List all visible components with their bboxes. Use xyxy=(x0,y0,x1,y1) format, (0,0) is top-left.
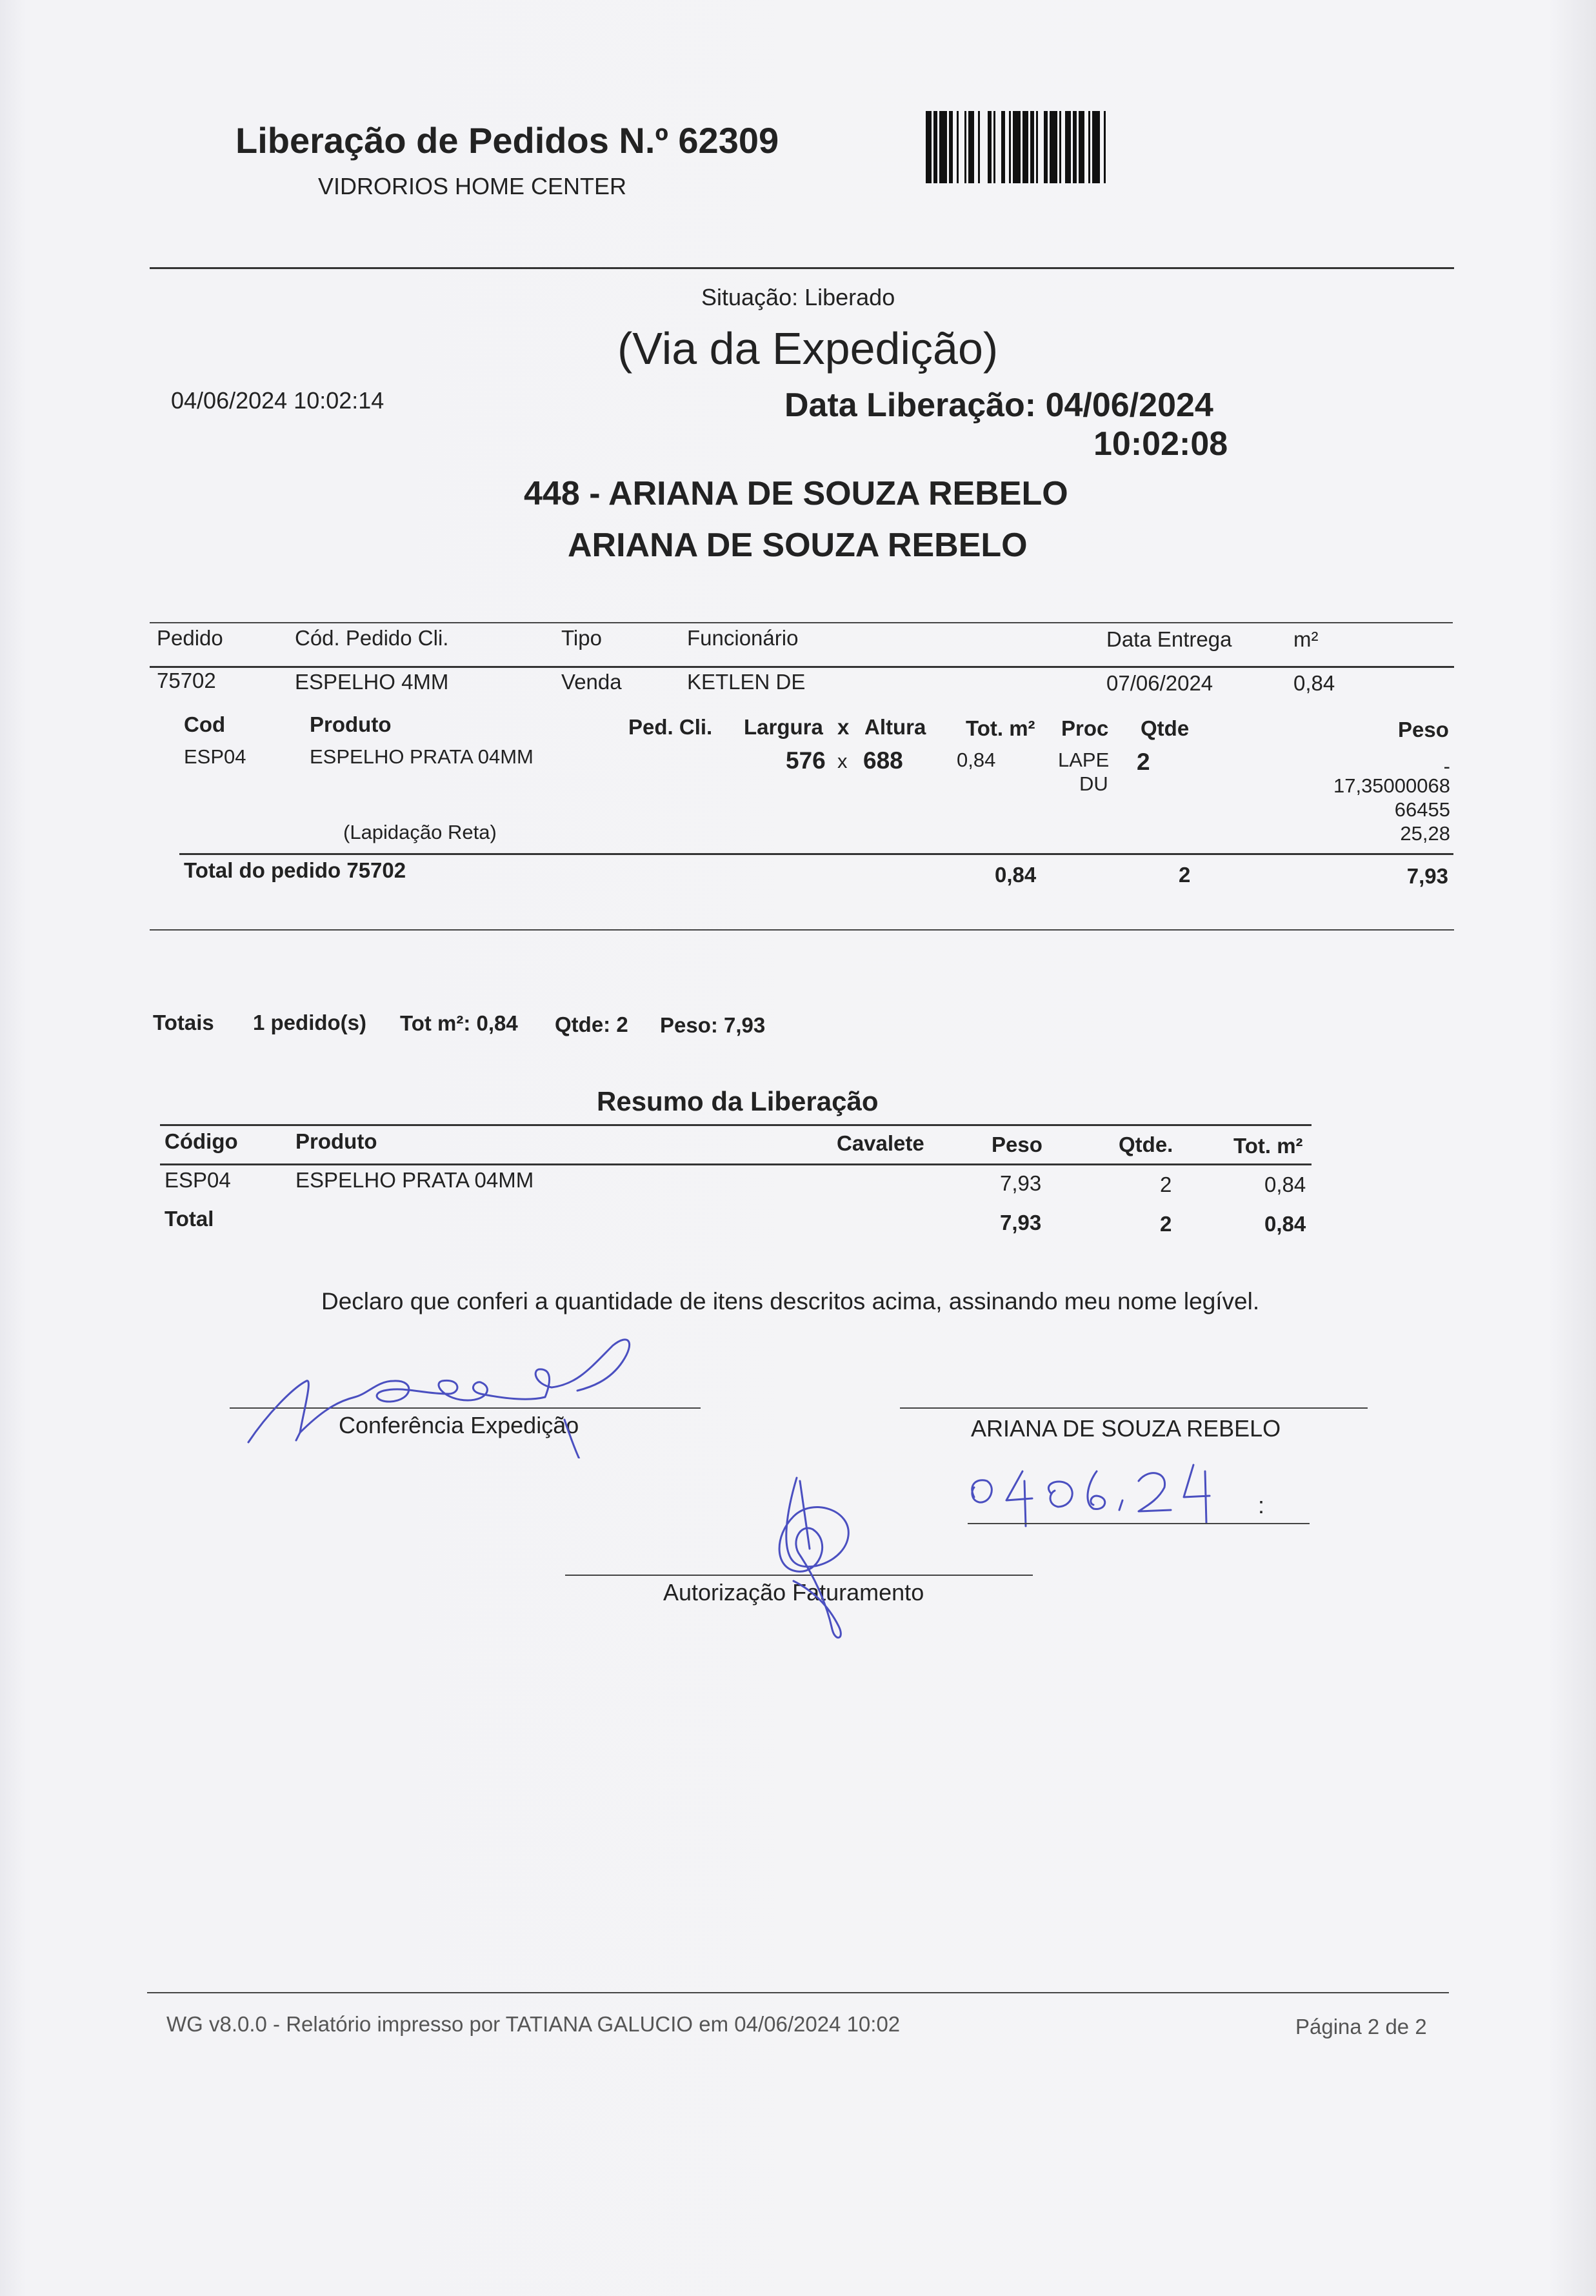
barcode-bar xyxy=(1030,111,1034,183)
barcode-bar xyxy=(1088,111,1090,183)
resumo-total-tot-m2: 0,84 xyxy=(1264,1212,1306,1236)
resumo-col-peso: Peso xyxy=(992,1133,1042,1156)
resumo-row-peso: 7,93 xyxy=(1000,1171,1042,1195)
order-header-divider xyxy=(150,666,1454,668)
totais-peso: Peso: 7,93 xyxy=(660,1013,766,1037)
client-code-name: 448 - ARIANA DE SOUZA REBELO xyxy=(524,475,1068,512)
items-col-cod: Cod xyxy=(184,712,226,736)
totais-m2: Tot m²: 0,84 xyxy=(400,1011,518,1035)
order-table-top-border xyxy=(150,622,1453,623)
conferencia-label: Conferência Expedição xyxy=(339,1412,579,1438)
col-pedido: Pedido xyxy=(157,626,223,650)
resumo-row-tot-m2: 0,84 xyxy=(1264,1173,1306,1196)
items-col-produto: Produto xyxy=(310,712,392,736)
barcode-bar xyxy=(988,111,992,183)
barcode-bar xyxy=(1092,111,1100,183)
data-liberacao: Data Liberação: 04/06/2024 xyxy=(784,387,1213,424)
resumo-row-qtde: 2 xyxy=(1160,1173,1172,1196)
barcode xyxy=(926,111,1155,185)
barcode-bar xyxy=(1013,111,1021,183)
client-name: ARIANA DE SOUZA REBELO xyxy=(568,527,1028,564)
items-col-largura: Largura xyxy=(744,715,823,739)
order-tipo: Venda xyxy=(561,670,622,694)
conferencia-signature xyxy=(229,1329,745,1458)
item-peso-dash: - xyxy=(1443,755,1450,778)
col-cod-pedido-cli: Cód. Pedido Cli. xyxy=(295,626,449,650)
item-cod: ESP04 xyxy=(184,745,246,768)
item-processing-note: (Lapidação Reta) xyxy=(343,821,497,843)
item-peso-value: 17,35000068 xyxy=(1333,774,1450,797)
resumo-header-divider xyxy=(160,1163,1312,1165)
item-qtde: 2 xyxy=(1137,749,1150,775)
resumo-col-produto: Produto xyxy=(295,1129,377,1153)
footer-divider xyxy=(147,1992,1449,1993)
data-liberacao-time: 10:02:08 xyxy=(1093,425,1228,463)
barcode-bar xyxy=(933,111,937,183)
client-signature-name: ARIANA DE SOUZA REBELO xyxy=(971,1415,1281,1442)
resumo-col-qtde: Qtde. xyxy=(1119,1133,1173,1156)
barcode-bar xyxy=(1050,111,1057,183)
barcode-bar xyxy=(1073,111,1077,183)
resumo-top-border xyxy=(160,1124,1312,1126)
resumo-row-codigo: ESP04 xyxy=(165,1168,231,1192)
order-total-label: Total do pedido 75702 xyxy=(184,858,406,882)
barcode-bar xyxy=(964,111,966,183)
barcode-bar xyxy=(926,111,932,183)
resumo-col-codigo: Código xyxy=(165,1129,238,1153)
col-m2: m² xyxy=(1293,627,1319,651)
totais-pedidos: 1 pedido(s) xyxy=(253,1011,367,1034)
order-data-entrega: 07/06/2024 xyxy=(1106,671,1213,695)
totais-label: Totais xyxy=(153,1011,214,1034)
barcode-bar xyxy=(957,111,959,183)
situacao-label: Situação: Liberado xyxy=(701,284,895,310)
items-total-divider xyxy=(179,853,1453,855)
item-proc-line1: LAPE xyxy=(1058,749,1110,771)
item-produto: ESPELHO PRATA 04MM xyxy=(310,745,534,768)
declaration-text: Declaro que conferi a quantidade de itens descritos acima, assinando meu nome legível. xyxy=(321,1288,1260,1314)
footer-page-number: Página 2 de 2 xyxy=(1295,2015,1427,2039)
barcode-bar xyxy=(1079,111,1084,183)
items-col-altura: Altura xyxy=(864,715,926,739)
resumo-title: Resumo da Liberação xyxy=(597,1086,879,1116)
barcode-bar xyxy=(1001,111,1005,183)
client-signature-line xyxy=(900,1407,1368,1409)
col-funcionario: Funcionário xyxy=(687,626,799,650)
items-col-ped-cli: Ped. Cli. xyxy=(628,715,713,739)
order-total-m2: 0,84 xyxy=(995,863,1037,887)
barcode-bar xyxy=(978,111,980,183)
order-total-qtde: 2 xyxy=(1179,863,1191,887)
date-colon: : xyxy=(1258,1492,1265,1518)
item-altura: 688 xyxy=(863,747,903,774)
items-col-qtde: Qtde xyxy=(1141,716,1190,740)
barcode-bar xyxy=(1009,111,1011,183)
order-total-peso: 7,93 xyxy=(1406,864,1448,888)
item-tot-m2: 0,84 xyxy=(957,749,996,771)
company-name: VIDRORIOS HOME CENTER xyxy=(318,173,627,199)
autorizacao-signature xyxy=(735,1471,864,1652)
item-peso-unit: 25,28 xyxy=(1400,822,1450,845)
order-bottom-border xyxy=(150,929,1454,931)
barcode-bar xyxy=(1036,111,1038,183)
order-m2: 0,84 xyxy=(1293,671,1335,695)
items-col-x: x xyxy=(837,715,850,739)
autorizacao-label: Autorização Faturamento xyxy=(663,1579,924,1606)
items-col-tot-m2: Tot. m² xyxy=(966,716,1035,740)
item-largura: 576 xyxy=(786,747,826,774)
resumo-total-qtde: 2 xyxy=(1160,1212,1172,1236)
resumo-col-tot-m2: Tot. m² xyxy=(1233,1134,1303,1158)
resumo-total-peso: 7,93 xyxy=(1000,1211,1042,1234)
footer-printed-by: WG v8.0.0 - Relatório impresso por TATIANA GALUCIO em 04/06/2024 10:02 xyxy=(166,2012,901,2036)
resumo-total-label: Total xyxy=(165,1207,214,1231)
item-proc-line2: DU xyxy=(1079,772,1108,795)
resumo-row-produto: ESPELHO PRATA 04MM xyxy=(295,1168,534,1192)
resumo-col-cavalete: Cavalete xyxy=(837,1131,924,1155)
barcode-bar xyxy=(1022,111,1028,183)
items-col-proc: Proc xyxy=(1061,716,1109,740)
barcode-bar xyxy=(1059,111,1061,183)
date-underline xyxy=(968,1523,1310,1524)
header-divider xyxy=(150,267,1454,269)
print-datetime: 04/06/2024 10:02:14 xyxy=(171,387,384,414)
items-col-peso: Peso xyxy=(1398,718,1449,741)
barcode-bar xyxy=(968,111,974,183)
barcode-bar xyxy=(1065,111,1071,183)
order-pedido: 75702 xyxy=(157,669,216,692)
via-title: (Via da Expedição) xyxy=(617,323,999,374)
totais-qtde: Qtde: 2 xyxy=(555,1012,628,1036)
document-title: Liberação de Pedidos N.º 62309 xyxy=(235,120,779,161)
barcode-bar xyxy=(1044,111,1048,183)
barcode-bar xyxy=(993,111,995,183)
order-funcionario: KETLEN DE xyxy=(687,670,806,694)
order-cod-pedido-cli: ESPELHO 4MM xyxy=(295,670,449,694)
barcode-bar xyxy=(1104,111,1106,183)
barcode-bar xyxy=(949,111,953,183)
item-x: x xyxy=(837,750,848,772)
barcode-bar xyxy=(939,111,947,183)
col-data-entrega: Data Entrega xyxy=(1106,627,1232,651)
item-peso-value-cont: 66455 xyxy=(1394,798,1450,821)
col-tipo: Tipo xyxy=(561,626,602,650)
